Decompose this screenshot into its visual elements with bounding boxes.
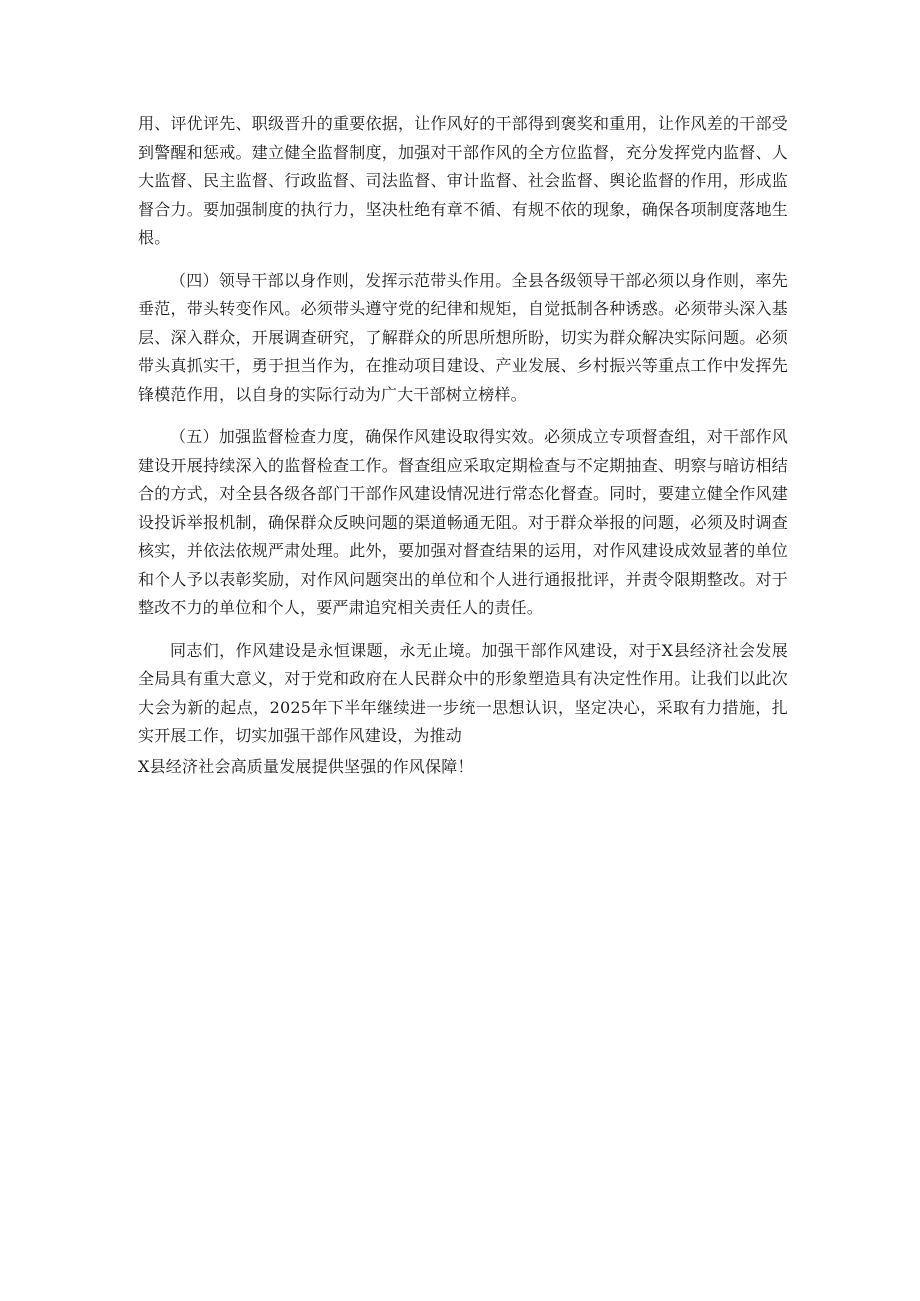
paragraph-final-line: X县经济社会高质量发展提供坚强的作风保障！ bbox=[138, 756, 474, 776]
paragraph-section-five: （五）加强监督检查力度，确保作风建设取得实效。必须成立专项督查组，对干部作风建设开展持续深入的监督检查工作。督查组应采取定期检查与不定期抽查、明察与暗访相结合的方式，对全县各级各部门干部作风建设情况进行常态化督查。同时，要建立健全作风建设投诉举报机制，确保群众反映问题的渠道畅通无阻。对于群众举报的问题，必须及时调查核实，并依法依规严肃处理。此外，要加强对督查结果的运用，对作风建设成效显著的单位和个人予以表彰奖励，对作风问题突出的单位和个人进行通报批评，并责令限期整改。对于整改不力的单位和个人，要严肃追究相关责任人的责任。 bbox=[138, 427, 788, 617]
paragraph-closing: 同志们，作风建设是永恒课题，永无止境。加强干部作风建设，对于X县经济社会发展全局具有重大意义，对于党和政府在人民群众中的形象塑造具有决定性作用。让我们以此次大会为新的起点，2025年下半年继续进一步统一思想认识，坚定决心，采取有力措施，扎实开展工作，切实加强干部作风建设，为推动 bbox=[138, 640, 788, 745]
paragraph-section-four: （四）领导干部以身作则，发挥示范带头作用。全县各级领导干部必须以身作则，率先垂范，带头转变作风。必须带头遵守党的纪律和规矩，自觉抵制各种诱惑。必须带头深入基层、深入群众，开展调查研究，了解群众的所思所想所盼，切实为群众解决实际问题。必须带头真抓实干，勇于担当作为，在推动项目建设、产业发展、乡村振兴等重点工作中发挥先锋模范作用，以自身的实际行动为广大干部树立榜样。 bbox=[138, 270, 788, 404]
document-body bbox=[138, 110, 788, 795]
paragraph-continuation: 用、评优评先、职级晋升的重要依据，让作风好的干部得到褒奖和重用，让作风差的干部受到警醒和惩戒。建立健全监督制度，加强对干部作风的全方位监督，充分发挥党内监督、人大监督、民主监督、行政监督、司法监督、审计监督、社会监督、舆论监督的作用，形成监督合力。要加强制度的执行力，坚决杜绝有章不循、有规不依的现象，确保各项制度落地生根。 bbox=[138, 114, 788, 247]
